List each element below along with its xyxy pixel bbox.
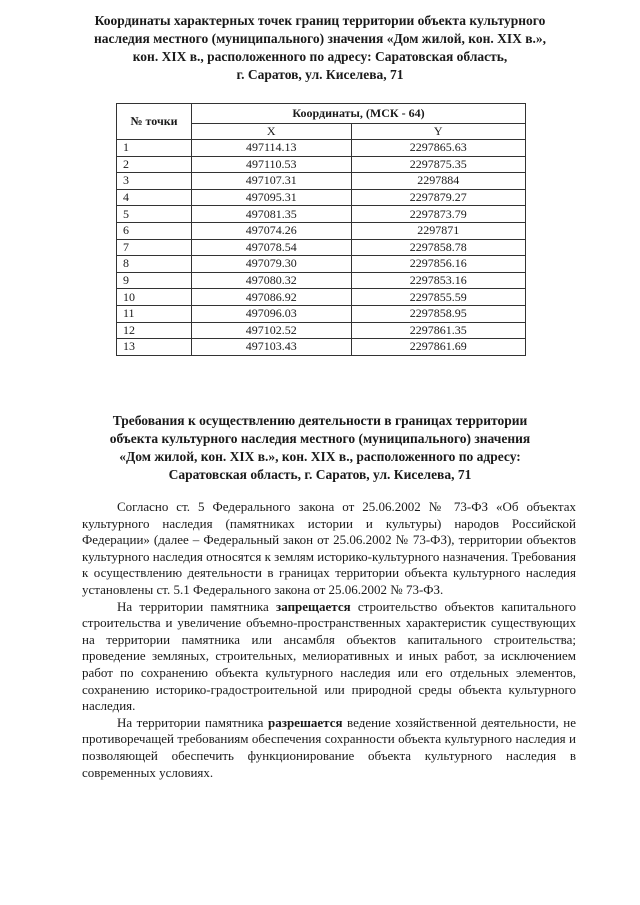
title-line: кон. XIX в., расположенного по адресу: Саратовская область, bbox=[132, 49, 508, 64]
table-row bbox=[117, 305, 526, 322]
table-row bbox=[117, 173, 526, 190]
y-coordinate-cell: 2297861.35 bbox=[351, 322, 525, 339]
x-coordinate-cell: 497114.13 bbox=[192, 140, 352, 157]
title-line: Саратовская область, г. Саратов, ул. Киселева, 71 bbox=[168, 467, 472, 482]
y-coordinate-cell: 2297858.95 bbox=[351, 305, 525, 322]
coordinates-rows bbox=[117, 140, 526, 356]
y-coordinate-cell: 2297873.79 bbox=[351, 206, 525, 223]
point-number-cell: 11 bbox=[117, 305, 192, 322]
table-row bbox=[117, 289, 526, 306]
x-coordinate-cell: 497080.32 bbox=[192, 272, 352, 289]
title-line: «Дом жилой, кон. XIX в.», кон. XIX в., расположенного по адресу: bbox=[119, 449, 521, 464]
point-number-cell: 6 bbox=[117, 222, 192, 239]
x-coordinate-cell: 497110.53 bbox=[192, 156, 352, 173]
keyword-prohibited: запрещается bbox=[276, 598, 351, 614]
coordinates-title bbox=[70, 12, 570, 84]
x-coordinate-cell: 497095.31 bbox=[192, 189, 352, 206]
x-coordinate-cell: 497096.03 bbox=[192, 305, 352, 322]
point-number-cell: 8 bbox=[117, 256, 192, 273]
x-coordinate-cell: 497078.54 bbox=[192, 239, 352, 256]
table-row bbox=[117, 206, 526, 223]
y-coordinate-cell: 2297879.27 bbox=[351, 189, 525, 206]
y-coordinate-cell: 2297884 bbox=[351, 173, 525, 190]
paragraph-law-reference: Согласно ст. 5 Федерального закона от 25.06.2002 № 73-ФЗ «Об объектах культурного наследия (памятниках истории и культуры) народов Российской Федерации» (далее – Федеральный закон от 25.06.2002 № 73-ФЗ), территории объектов культурного наследия относятся к землям историко-культурного назначения. Требования к осуществлению деятельности в границах территории объекта культурного наследия установлены ст. 5.1 Федерального закона от 25.06.2002 № 73-ФЗ. bbox=[82, 499, 576, 597]
x-coordinate-cell: 497103.43 bbox=[192, 339, 352, 356]
text-fragment: На территории памятника bbox=[117, 714, 268, 730]
table-row bbox=[117, 189, 526, 206]
table-row bbox=[117, 272, 526, 289]
paragraph-allowed bbox=[82, 715, 576, 781]
point-number-cell: 5 bbox=[117, 206, 192, 223]
y-coordinate-cell: 2297856.16 bbox=[351, 256, 525, 273]
table-row bbox=[117, 140, 526, 157]
title-line: г. Саратов, ул. Киселева, 71 bbox=[236, 67, 404, 82]
keyword-allowed: разрешается bbox=[267, 714, 343, 730]
point-number-cell: 12 bbox=[117, 322, 192, 339]
title-line: наследия местного (муниципального) значения «Дом жилой, кон. XIX в.», bbox=[93, 31, 547, 46]
header-x: X bbox=[192, 124, 352, 140]
paragraph-prohibited bbox=[82, 599, 576, 715]
x-coordinate-cell: 497086.92 bbox=[192, 289, 352, 306]
table-row bbox=[117, 156, 526, 173]
title-line: объекта культурного наследия местного (муниципального) значения bbox=[109, 431, 531, 446]
title-line: Координаты характерных точек границ территории объекта культурного bbox=[94, 13, 546, 28]
table-row bbox=[117, 256, 526, 273]
x-coordinate-cell: 497081.35 bbox=[192, 206, 352, 223]
table-row bbox=[117, 322, 526, 339]
point-number-cell: 7 bbox=[117, 239, 192, 256]
point-number-cell: 13 bbox=[117, 339, 192, 356]
point-number-cell: 9 bbox=[117, 272, 192, 289]
point-number-cell: 10 bbox=[117, 289, 192, 306]
requirements-body bbox=[82, 499, 576, 781]
point-number-cell: 2 bbox=[117, 156, 192, 173]
requirements-title bbox=[70, 412, 570, 484]
y-coordinate-cell: 2297871 bbox=[351, 222, 525, 239]
y-coordinate-cell: 2297875.35 bbox=[351, 156, 525, 173]
coordinates-table bbox=[116, 103, 526, 356]
text-fragment: строительство объектов капитального строительства и увеличение объемно-пространственных характеристик существующих на территории памятника или ансамбля объектов капитального строительства; проведение земляных, строительных, мелиоративных и иных работ, за исключением работ по сохранению объекта культурного наследия или его отдельных элементов, сохранению историко-градостроительной или природной среды объекта культурного наследия. bbox=[82, 598, 576, 714]
point-number-cell: 4 bbox=[117, 189, 192, 206]
text-fragment: ведение хозяйственной деятельности, не противоречащей требованиям обеспечения сохранности объекта культурного наследия и позволяющей обеспечить функционирование объекта культурного наследия в современных условиях. bbox=[82, 714, 576, 780]
header-y: Y bbox=[351, 124, 525, 140]
point-number-cell: 3 bbox=[117, 173, 192, 190]
table-row bbox=[117, 222, 526, 239]
x-coordinate-cell: 497107.31 bbox=[192, 173, 352, 190]
title-line: Требования к осуществлению деятельности в границах территории bbox=[112, 413, 528, 428]
x-coordinate-cell: 497074.26 bbox=[192, 222, 352, 239]
y-coordinate-cell: 2297858.78 bbox=[351, 239, 525, 256]
x-coordinate-cell: 497079.30 bbox=[192, 256, 352, 273]
header-coordinates: Координаты, (МСК - 64) bbox=[192, 104, 526, 124]
y-coordinate-cell: 2297855.59 bbox=[351, 289, 525, 306]
table-row bbox=[117, 239, 526, 256]
y-coordinate-cell: 2297865.63 bbox=[351, 140, 525, 157]
text-fragment: На территории памятника bbox=[117, 598, 277, 614]
y-coordinate-cell: 2297853.16 bbox=[351, 272, 525, 289]
table-row bbox=[117, 339, 526, 356]
x-coordinate-cell: 497102.52 bbox=[192, 322, 352, 339]
point-number-cell: 1 bbox=[117, 140, 192, 157]
header-point-number: № точки bbox=[117, 104, 192, 140]
y-coordinate-cell: 2297861.69 bbox=[351, 339, 525, 356]
